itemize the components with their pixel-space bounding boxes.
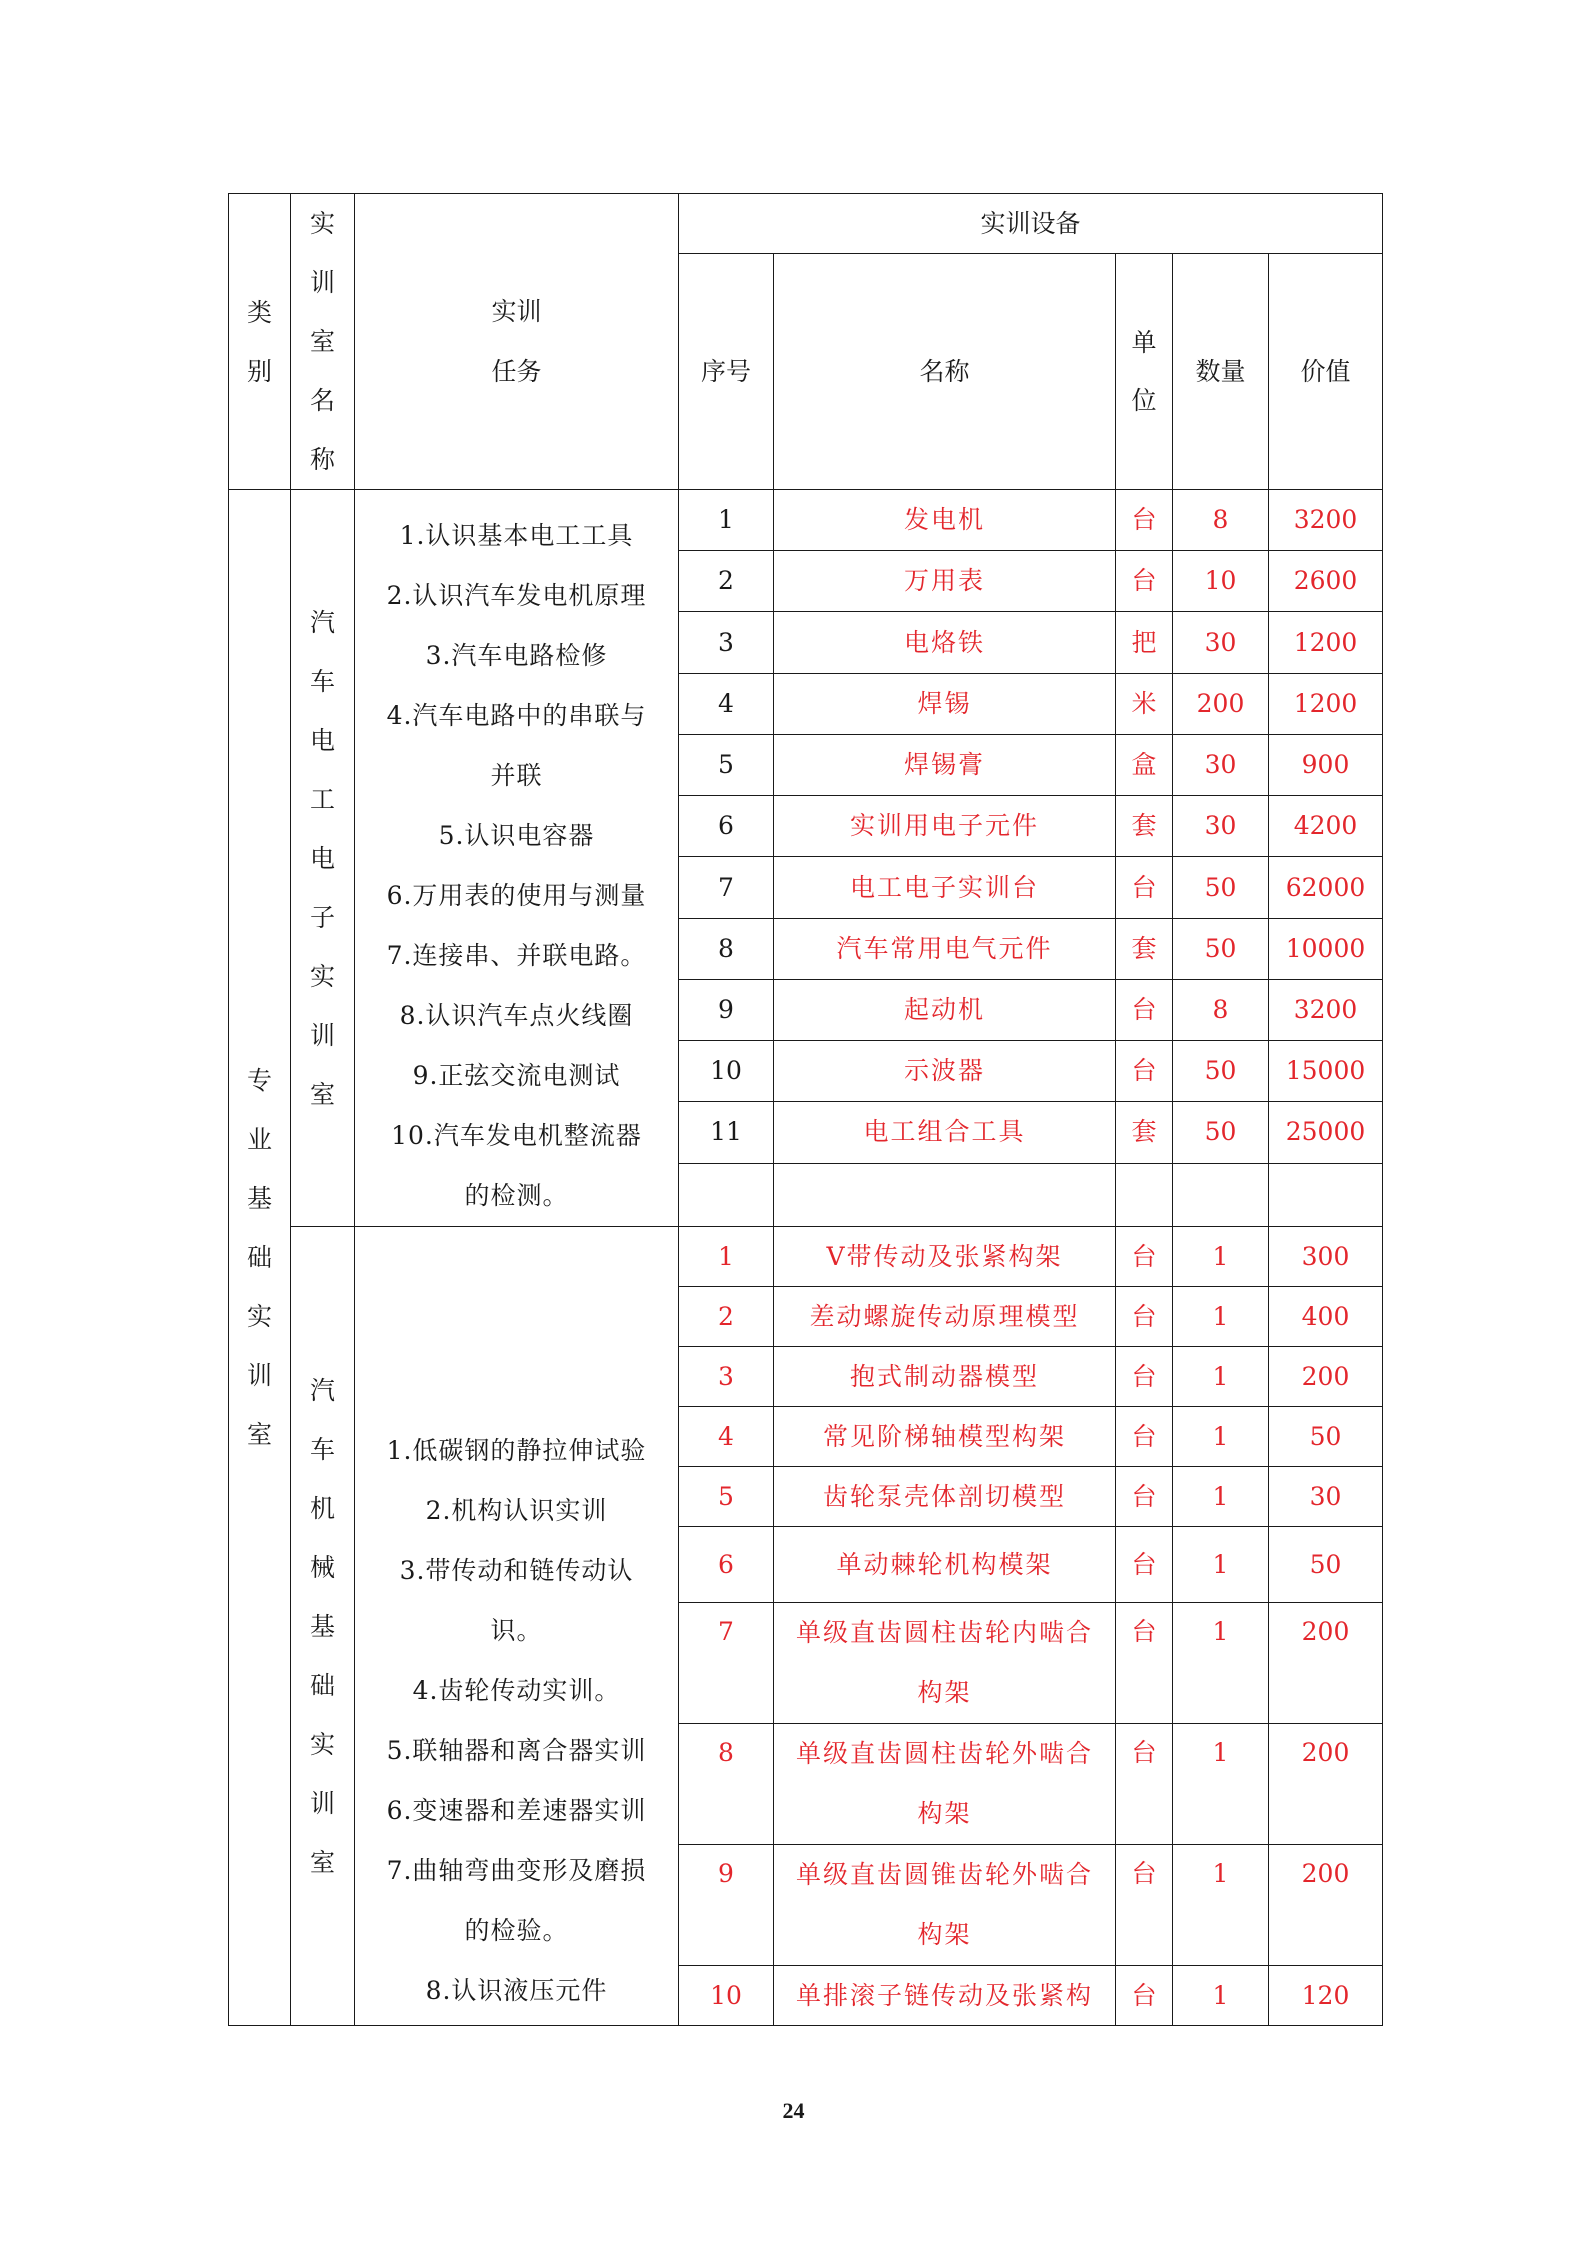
task-item: 10.汽车发电机整流器 [391,1121,642,1150]
unit-cell: 台 [1116,490,1173,551]
unit-cell: 米 [1116,673,1173,734]
equipment-name-cell: 单动棘轮机构模架 [774,1527,1116,1603]
equipment-name-cell: 抱式制动器模型 [774,1347,1116,1407]
room-cell [291,490,355,1227]
price-cell: 200 [1269,1603,1383,1724]
unit-cell: 台 [1116,1407,1173,1467]
seq-cell: 4 [679,1407,774,1467]
task-item: 9.正弦交流电测试 [412,1061,621,1090]
equipment-name-cell: V带传动及张紧构架 [774,1227,1116,1287]
task-item: 的检测。 [464,1181,569,1210]
seq-cell: 2 [679,1287,774,1347]
equipment-name-cell: 焊锡 [774,673,1116,734]
unit-cell: 套 [1116,918,1173,979]
unit-cell: 套 [1116,1102,1173,1163]
qty-cell: 1 [1173,1227,1269,1287]
price-cell: 400 [1269,1287,1383,1347]
unit-cell: 台 [1116,1287,1173,1347]
task-item: 4.齿轮传动实训。 [412,1676,621,1705]
room-label: 汽车机械基础实训室 [309,1375,335,1877]
training-equipment-table [228,193,1383,2026]
task-item: 7.连接串、并联电路。 [386,941,647,970]
price-cell: 900 [1269,734,1383,795]
qty-cell: 1 [1173,1845,1269,1966]
equipment-name-cell: 单级直齿圆锥齿轮外啮合构架 [774,1845,1116,1966]
unit-cell: 台 [1116,857,1173,918]
equipment-name-cell: 电工电子实训台 [774,857,1116,918]
price-cell: 200 [1269,1347,1383,1407]
task-item: 2.认识汽车发电机原理 [386,581,647,610]
qty-cell: 1 [1173,1407,1269,1467]
seq-cell: 8 [679,918,774,979]
task-item: 识。 [490,1616,543,1645]
task-item: 1.认识基本电工工具 [399,521,634,550]
header-category: 类别 [229,194,291,490]
task-list [355,1405,678,2025]
price-cell: 120 [1269,1966,1383,2026]
task-item: 8.认识汽车点火线圈 [399,1001,634,1030]
seq-cell: 3 [679,1347,774,1407]
equipment-name-cell: 常见阶梯轴模型构架 [774,1407,1116,1467]
seq-cell: 9 [679,1845,774,1966]
equipment-name-cell: 汽车常用电气元件 [774,918,1116,979]
tasks-cell [355,1227,679,2026]
seq-cell: 4 [679,673,774,734]
qty-cell: 50 [1173,1102,1269,1163]
task-item: 5.认识电容器 [438,821,595,850]
task-item: 8.认识液压元件 [425,1976,608,2005]
task-item: 的检验。 [464,1916,569,1945]
price-cell: 1200 [1269,612,1383,673]
task-item: 1.低碳钢的静拉伸试验 [386,1436,647,1465]
empty-cell [679,1163,774,1226]
qty-cell: 50 [1173,857,1269,918]
room-label: 汽车电工电子实训室 [309,607,335,1109]
seq-cell: 1 [679,490,774,551]
unit-cell: 台 [1116,1041,1173,1102]
unit-cell: 台 [1116,1966,1173,2026]
unit-cell: 台 [1116,1845,1173,1966]
task-item: 3.带传动和链传动认 [399,1556,634,1585]
unit-cell: 台 [1116,1724,1173,1845]
seq-cell: 11 [679,1102,774,1163]
empty-cell [774,1163,1116,1226]
price-cell: 50 [1269,1407,1383,1467]
seq-cell: 3 [679,612,774,673]
category-cell [229,490,291,2026]
category-label: 专业基础实训室 [246,1066,272,1449]
task-item: 6.变速器和差速器实训 [386,1796,647,1825]
price-cell: 25000 [1269,1102,1383,1163]
seq-cell: 5 [679,734,774,795]
header-qty: 数量 [1173,254,1269,490]
seq-cell: 8 [679,1724,774,1845]
seq-cell: 5 [679,1467,774,1527]
qty-cell: 1 [1173,1527,1269,1603]
seq-cell: 2 [679,551,774,612]
price-cell: 300 [1269,1227,1383,1287]
header-price: 价值 [1269,254,1383,490]
unit-cell: 台 [1116,551,1173,612]
task-list [355,490,678,1226]
seq-cell: 6 [679,1527,774,1603]
unit-cell: 盒 [1116,734,1173,795]
equipment-name-cell: 万用表 [774,551,1116,612]
seq-cell: 9 [679,979,774,1040]
equipment-name-cell: 发电机 [774,490,1116,551]
seq-cell: 7 [679,1603,774,1724]
empty-cell [1269,1163,1383,1226]
unit-cell: 把 [1116,612,1173,673]
price-cell: 10000 [1269,918,1383,979]
task-item: 2.机构认识实训 [425,1496,608,1525]
equipment-table-container [228,193,1382,2013]
equipment-name-cell: 差动螺旋传动原理模型 [774,1287,1116,1347]
equipment-name-cell: 起动机 [774,979,1116,1040]
equipment-name-cell: 电工组合工具 [774,1102,1116,1163]
price-cell: 200 [1269,1724,1383,1845]
table-row [229,1227,1383,1287]
task-item: 5.联轴器和离合器实训 [386,1736,647,1765]
qty-cell: 1 [1173,1287,1269,1347]
header-task: 实训任务 [355,194,679,490]
equipment-name-cell: 焊锡膏 [774,734,1116,795]
price-cell: 4200 [1269,796,1383,857]
qty-cell: 50 [1173,1041,1269,1102]
qty-cell: 8 [1173,979,1269,1040]
task-item: 7.曲轴弯曲变形及磨损 [386,1856,647,1885]
equipment-name-cell: 实训用电子元件 [774,796,1116,857]
qty-cell: 8 [1173,490,1269,551]
price-cell: 200 [1269,1845,1383,1966]
empty-cell [1173,1163,1269,1226]
unit-cell: 台 [1116,979,1173,1040]
unit-cell: 台 [1116,1347,1173,1407]
qty-cell: 1 [1173,1347,1269,1407]
seq-cell: 10 [679,1041,774,1102]
price-cell: 30 [1269,1467,1383,1527]
price-cell: 3200 [1269,979,1383,1040]
qty-cell: 1 [1173,1724,1269,1845]
header-room: 实训室名称 [291,194,355,490]
tasks-cell [355,490,679,1227]
unit-cell: 台 [1116,1227,1173,1287]
price-cell: 15000 [1269,1041,1383,1102]
task-item: 6.万用表的使用与测量 [386,881,647,910]
empty-cell [1116,1163,1173,1226]
price-cell: 50 [1269,1527,1383,1603]
price-cell: 2600 [1269,551,1383,612]
qty-cell: 1 [1173,1467,1269,1527]
unit-cell: 套 [1116,796,1173,857]
equipment-name-cell: 单级直齿圆柱齿轮内啮合构架 [774,1603,1116,1724]
unit-cell: 台 [1116,1467,1173,1527]
seq-cell: 10 [679,1966,774,2026]
seq-cell: 7 [679,857,774,918]
equipment-name-cell: 电烙铁 [774,612,1116,673]
qty-cell: 200 [1173,673,1269,734]
price-cell: 3200 [1269,490,1383,551]
unit-cell: 台 [1116,1603,1173,1724]
header-unit: 单位 [1116,254,1173,490]
header-equipment-group: 实训设备 [679,194,1383,254]
header-name: 名称 [774,254,1116,490]
qty-cell: 1 [1173,1966,1269,2026]
header-seq: 序号 [679,254,774,490]
equipment-name-cell: 单级直齿圆柱齿轮外啮合构架 [774,1724,1116,1845]
equipment-name-cell: 齿轮泵壳体剖切模型 [774,1467,1116,1527]
qty-cell: 30 [1173,734,1269,795]
qty-cell: 30 [1173,796,1269,857]
room-cell [291,1227,355,2026]
equipment-name-cell: 单排滚子链传动及张紧构 [774,1966,1116,2026]
unit-cell: 台 [1116,1527,1173,1603]
table-row [229,490,1383,551]
qty-cell: 50 [1173,918,1269,979]
seq-cell: 1 [679,1227,774,1287]
qty-cell: 1 [1173,1603,1269,1724]
task-item: 4.汽车电路中的串联与 [386,701,647,730]
page-number: 24 [782,2098,805,2123]
task-item: 3.汽车电路检修 [425,641,608,670]
equipment-name-cell: 示波器 [774,1041,1116,1102]
price-cell: 62000 [1269,857,1383,918]
task-item: 并联 [490,761,543,790]
price-cell: 1200 [1269,673,1383,734]
qty-cell: 10 [1173,551,1269,612]
seq-cell: 6 [679,796,774,857]
qty-cell: 30 [1173,612,1269,673]
